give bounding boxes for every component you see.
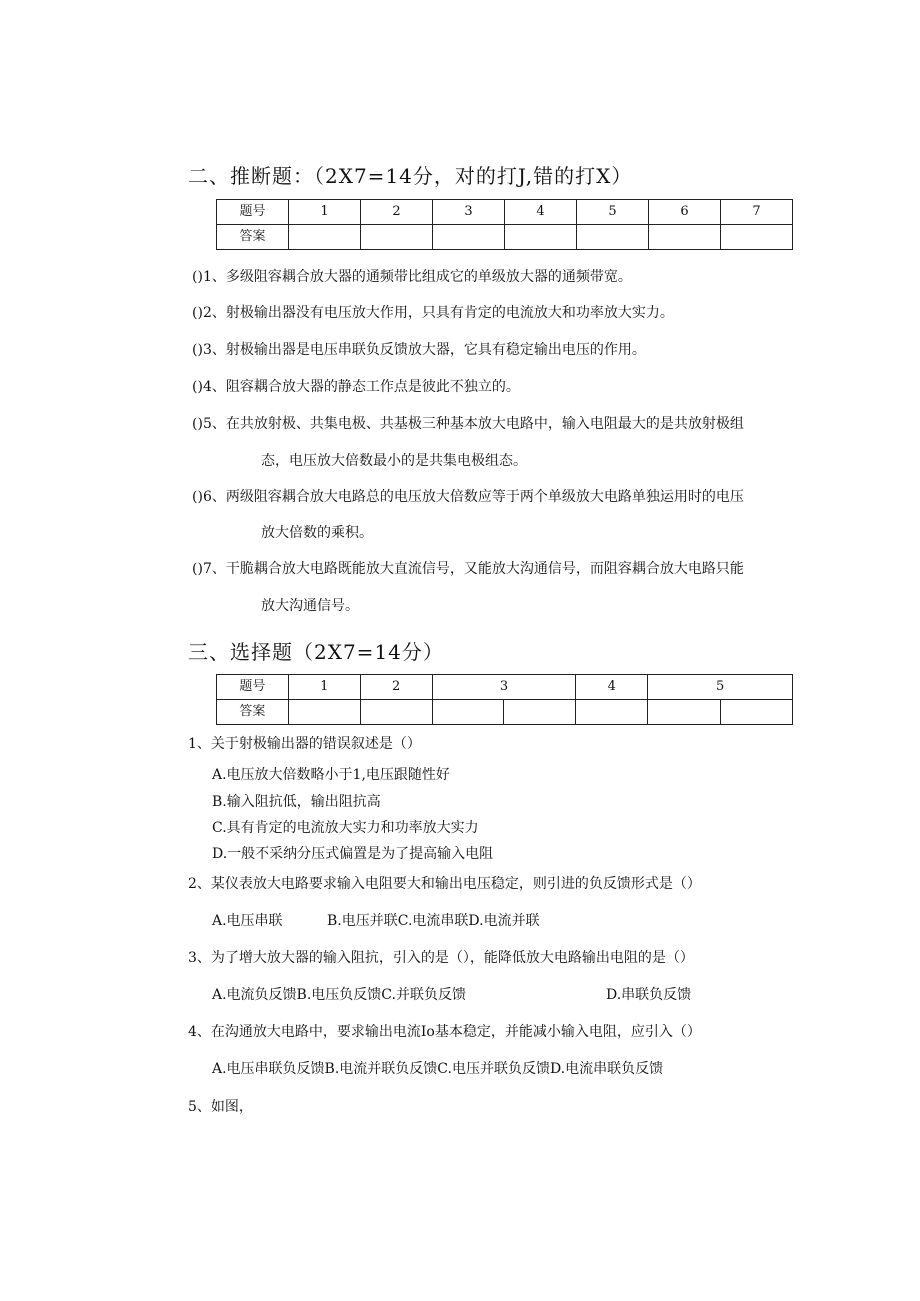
- table-row: [217, 700, 793, 725]
- judgment-question-3: [192, 339, 646, 359]
- question-text: 、干脆耦合放大电路既能放大直流信号，又能放大沟通信号，而阻容耦合放大电路只能: [211, 561, 744, 577]
- judgment-question-2: [192, 302, 674, 322]
- question-number: 7: [202, 561, 212, 577]
- row-label-number: 题号: [217, 200, 289, 225]
- question-number: 4: [202, 379, 212, 395]
- answer-cell[interactable]: [649, 225, 721, 250]
- section-2-heading: 二、推断题：（2X7=14分，对的打J,错的打X）: [188, 164, 633, 188]
- judgment-question-5-continued: 态，电压放大倍数最小的是共集电极组态。: [261, 453, 527, 469]
- answer-cell[interactable]: [504, 700, 576, 725]
- choice-option: D.一般不采纳分压式偏置是为了提高输入电阻: [212, 846, 494, 862]
- question-text: 、两级阻容耦合放大电路总的电压放大倍数应等于两个单级放大电路单独运用时的电压: [211, 489, 744, 505]
- judgment-question-7-continued: 放大沟通信号。: [261, 598, 359, 614]
- answer-bracket: (): [192, 269, 203, 285]
- question-number-cell: 5: [648, 675, 793, 700]
- judgment-question-7: [192, 558, 744, 578]
- choice-option: D.串联负反馈: [606, 987, 692, 1003]
- question-text: 、阻容耦合放大器的静态工作点是彼此不独立的。: [211, 379, 520, 395]
- choice-question-1: 1、关于射极输出器的错误叙述是（）: [188, 736, 421, 752]
- choice-answer-table: [216, 674, 793, 725]
- question-number-cell: 3: [433, 200, 505, 225]
- question-number: 2: [202, 305, 212, 321]
- row-label-answer: 答案: [217, 700, 289, 725]
- question-number-cell: 4: [505, 200, 577, 225]
- answer-bracket: (): [192, 342, 203, 358]
- answer-cell[interactable]: [289, 225, 361, 250]
- question-number-cell: 2: [360, 675, 432, 700]
- choice-question-3: 3、为了增大放大器的输入阻抗，引入的是（），能降低放大电路输出电阻的是（）: [188, 950, 694, 966]
- question-text: 、射极输出器没有电压放大作用，只具有肯定的电流放大和功率放大实力。: [211, 305, 674, 321]
- question-number-cell: 1: [288, 675, 360, 700]
- choice-question-4: 4、在沟通放大电路中，要求输出电流Io基本稳定，并能减小输入电阻，应引入（）: [188, 1024, 701, 1040]
- answer-bracket: (): [192, 379, 203, 395]
- question-number-cell: 7: [721, 200, 793, 225]
- answer-cell[interactable]: [577, 225, 649, 250]
- table-row: [217, 675, 793, 700]
- question-number-cell: 4: [576, 675, 648, 700]
- answer-bracket: (): [192, 561, 203, 577]
- choice-option: A.电压串联负反馈B.电流并联负反馈C.电压并联负反馈D.电流串联负反馈: [212, 1061, 664, 1077]
- row-label-answer: 答案: [217, 225, 289, 250]
- answer-cell[interactable]: [360, 700, 432, 725]
- answer-cell[interactable]: [432, 700, 504, 725]
- question-text: 、射极输出器是电压串联负反馈放大器，它具有稳定输出电压的作用。: [211, 342, 646, 358]
- question-number: 6: [202, 489, 212, 505]
- judgment-answer-table: [216, 199, 793, 250]
- answer-cell[interactable]: [721, 225, 793, 250]
- judgment-question-6-continued: 放大倍数的乘积。: [261, 525, 373, 541]
- table-row: [217, 200, 793, 225]
- answer-cell[interactable]: [648, 700, 721, 725]
- answer-cell[interactable]: [505, 225, 577, 250]
- question-number-cell: 5: [577, 200, 649, 225]
- choice-question-5: 5、如图，: [188, 1099, 253, 1115]
- choice-option: A.电压串联: [212, 913, 283, 929]
- judgment-question-5: [192, 413, 744, 433]
- row-label-number: 题号: [217, 675, 289, 700]
- answer-cell[interactable]: [288, 700, 360, 725]
- question-text: 、多级阻容耦合放大器的通频带比组成它的单级放大器的通频带宽。: [211, 269, 632, 285]
- question-number-cell: 1: [289, 200, 361, 225]
- answer-bracket: (): [192, 489, 203, 505]
- choice-option: A.电流负反馈B.电压负反馈C.并联负反馈: [212, 987, 466, 1003]
- choice-option: B.电压并联C.电流串联D.电流并联: [327, 913, 540, 929]
- question-number: 3: [202, 342, 212, 358]
- table-row: [217, 225, 793, 250]
- judgment-question-4: [192, 376, 520, 396]
- answer-bracket: (): [192, 416, 203, 432]
- question-number: 1: [202, 269, 212, 285]
- choice-option: B.输入阻抗低，输出阻抗高: [212, 794, 381, 810]
- answer-cell[interactable]: [721, 700, 793, 725]
- choice-option: C.具有肯定的电流放大实力和功率放大实力: [212, 820, 479, 836]
- choice-question-2: 2、某仪表放大电路要求输入电阻要大和输出电压稳定，则引进的负反馈形式是（）: [188, 876, 701, 892]
- answer-cell[interactable]: [361, 225, 433, 250]
- question-number-cell: 6: [649, 200, 721, 225]
- question-number-cell: 3: [432, 675, 576, 700]
- judgment-question-6: [192, 486, 744, 506]
- judgment-question-1: [192, 266, 632, 286]
- question-number: 5: [202, 416, 212, 432]
- section-3-heading: 三、选择题（2X7=14分）: [188, 640, 444, 664]
- choice-option: A.电压放大倍数略小于1,电压跟随性好: [212, 767, 450, 783]
- question-number-cell: 2: [361, 200, 433, 225]
- answer-cell[interactable]: [433, 225, 505, 250]
- answer-cell[interactable]: [576, 700, 648, 725]
- answer-bracket: (): [192, 305, 203, 321]
- question-text: 、在共放射极、共集电极、共基极三种基本放大电路中，输入电阻最大的是共放射极组: [211, 416, 744, 432]
